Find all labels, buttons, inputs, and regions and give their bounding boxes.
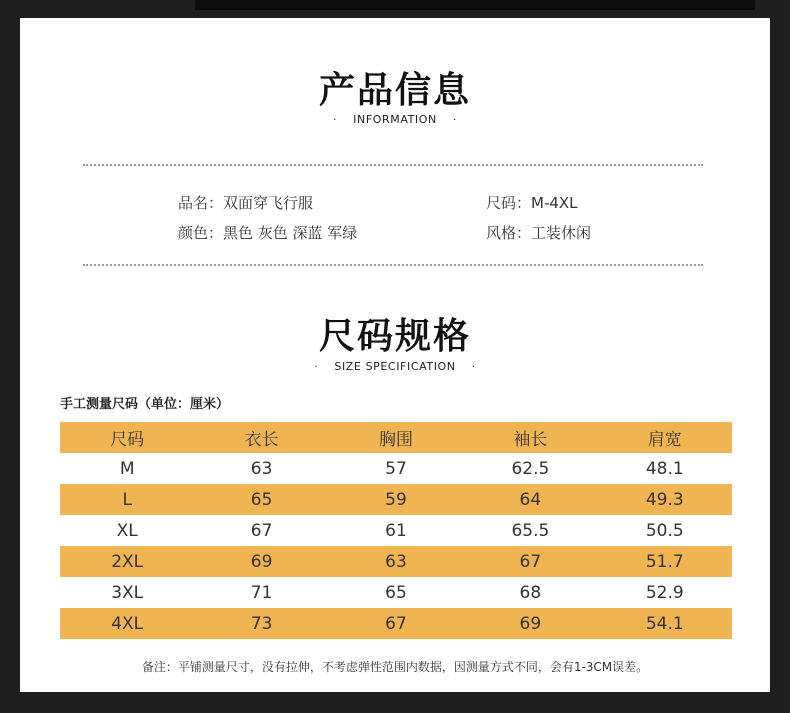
- table-cell: 71: [194, 577, 328, 608]
- table-cell: 59: [329, 484, 463, 515]
- table-cell: 63: [194, 453, 328, 484]
- content-card: [20, 18, 770, 692]
- product-info-title: 产品信息: [318, 70, 471, 111]
- dot-left: ·: [333, 113, 338, 126]
- footnote: 备注：平铺测量尺寸，没有拉伸，不考虑弹性范围内数据，因测量方式不同，会有1-3CM误差。: [141, 660, 649, 674]
- header-cell: 袖长: [463, 422, 597, 453]
- info-colors: 颜色：黑色 灰色 深蓝 军绿: [178, 224, 358, 242]
- table-cell: 67: [329, 608, 463, 639]
- table-cell: 51.7: [598, 546, 732, 577]
- size-spec-subtitle: [20, 360, 770, 373]
- table-cell: XL: [60, 515, 194, 546]
- table-cell: 67: [194, 515, 328, 546]
- table-cell: 54.1: [598, 608, 732, 639]
- table-cell: 57: [329, 453, 463, 484]
- table-cell: 61: [329, 515, 463, 546]
- size-table: [60, 422, 732, 639]
- header-cell: 肩宽: [598, 422, 732, 453]
- unit-note: 手工测量尺码（单位：厘米）: [60, 397, 230, 412]
- dot-right: ·: [452, 113, 457, 126]
- table-cell: 4XL: [60, 608, 194, 639]
- table-cell: 68: [463, 577, 597, 608]
- table-cell: 2XL: [60, 546, 194, 577]
- table-row: [60, 515, 732, 546]
- table-cell: 50.5: [598, 515, 732, 546]
- header-cell: 尺码: [60, 422, 194, 453]
- table-cell: L: [60, 484, 194, 515]
- table-cell: 69: [463, 608, 597, 639]
- dot-right: ·: [471, 360, 476, 373]
- info-style: 风格：工装休闲: [486, 224, 592, 242]
- top-dark-bar: [195, 0, 755, 10]
- size-spec-title: 尺码规格: [318, 316, 471, 357]
- info-size: 尺码：M-4XL: [486, 194, 578, 212]
- table-cell: M: [60, 453, 194, 484]
- table-cell: 65: [194, 484, 328, 515]
- dot-left: ·: [314, 360, 319, 373]
- table-cell: 67: [463, 546, 597, 577]
- table-row: [60, 546, 732, 577]
- divider-bottom: [83, 264, 703, 266]
- table-row: [60, 453, 732, 484]
- table-cell: 49.3: [598, 484, 732, 515]
- divider-top: [83, 164, 703, 166]
- table-cell: 63: [329, 546, 463, 577]
- info-name: 品名：双面穿飞行服: [178, 194, 314, 212]
- table-cell: 52.9: [598, 577, 732, 608]
- header-cell: 胸围: [329, 422, 463, 453]
- table-cell: 64: [463, 484, 597, 515]
- table-cell: 65: [329, 577, 463, 608]
- table-row: [60, 484, 732, 515]
- table-cell: 69: [194, 546, 328, 577]
- table-row: [60, 577, 732, 608]
- table-cell: 65.5: [463, 515, 597, 546]
- table-cell: 48.1: [598, 453, 732, 484]
- table-cell: 73: [194, 608, 328, 639]
- table-cell: 62.5: [463, 453, 597, 484]
- table-cell: 3XL: [60, 577, 194, 608]
- product-info-subtitle-text: INFORMATION: [353, 113, 437, 126]
- table-row: [60, 608, 732, 639]
- table-header-row: [60, 422, 732, 453]
- size-spec-subtitle-text: SIZE SPECIFICATION: [334, 360, 456, 373]
- header-cell: 衣长: [194, 422, 328, 453]
- product-info-subtitle: [20, 113, 770, 126]
